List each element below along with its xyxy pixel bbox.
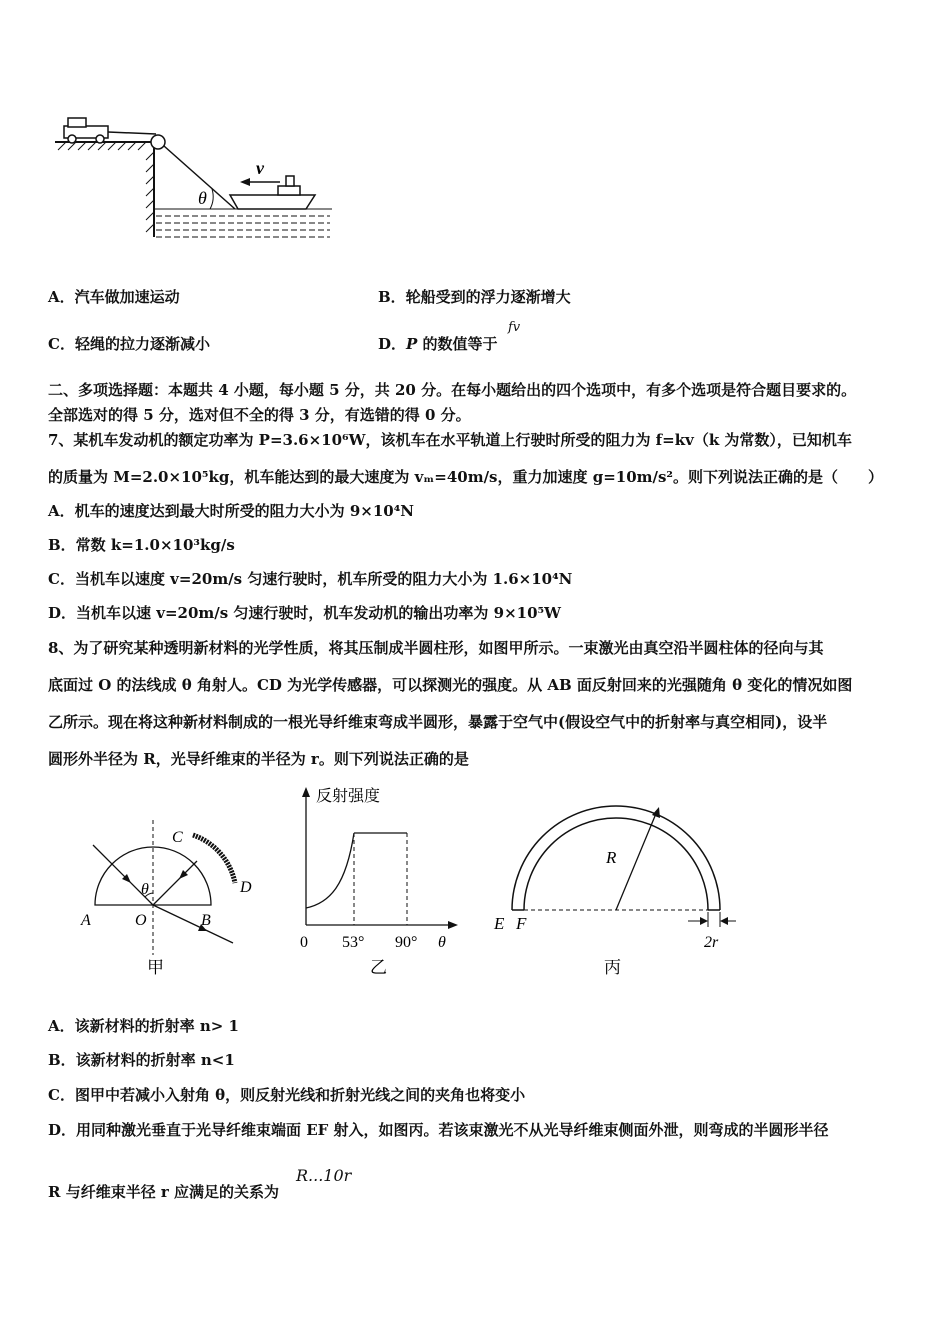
- section2-line2: 全部选对的得 5 分，选对但不全的得 3 分，有选错的得 0 分。: [48, 406, 471, 424]
- yi-caption: 乙: [370, 958, 387, 977]
- jia-label-b: B: [201, 912, 211, 929]
- q8-option-a: A．该新材料的折射率 n> 1: [48, 1017, 239, 1035]
- q6-option-d-var: P: [406, 335, 418, 353]
- bing-label-e: E: [494, 914, 505, 933]
- velocity-label: v: [256, 158, 264, 178]
- q6-option-c: C．轻绳的拉力逐渐减小: [48, 335, 210, 353]
- q6-option-d-formula: fv: [508, 320, 521, 335]
- q7-option-c: C．当机车以速度 v=20m/s 匀速行驶时，机车所受的阻力大小为 1.6×10⁴N: [48, 570, 573, 588]
- q7-stem-line1: 7、某机车发动机的额定功率为 P=3.6×10⁶W，该机车在水平轨道上行驶时所受的阻力为 f=kv（k 为常数），已知机车: [48, 431, 852, 449]
- pulley-icon: [151, 135, 165, 149]
- jia-label-c: C: [172, 829, 183, 846]
- bing-label-2r: 2r: [704, 934, 719, 951]
- q8-stem-line1: 8、为了研究某种透明新材料的光学性质，将其压制成半圆柱形，如图甲所示。一束激光由真空沿半圆柱体的径向与其: [48, 639, 824, 657]
- q6-figure: [50, 112, 340, 252]
- jia-label-o: O: [135, 912, 147, 929]
- car-icon: [64, 118, 108, 143]
- figure-bing: [490, 775, 740, 980]
- q8-option-d-formula: R...10r: [296, 1166, 352, 1185]
- yi-ylabel: 反射强度: [316, 788, 381, 805]
- q8-stem-line3: 乙所示。现在将这种新材料制成的一根光导纤维束弯成半圆形，暴露于空气中(假设空气中的折射率与真空相同)，设半: [48, 713, 828, 731]
- q8-option-d-line2: R 与纤维束半径 r 应满足的关系为: [48, 1183, 280, 1201]
- q8-stem-line2: 底面过 O 的法线成 θ 角射人。CD 为光学传感器，可以探测光的强度。从 AB 面反射回来的光强随角 θ 变化的情况如图: [48, 676, 853, 694]
- jia-caption: 甲: [147, 958, 164, 977]
- jia-label-a: A: [81, 912, 91, 929]
- q7-option-d: D．当机车以速 v=20m/s 匀速行驶时，机车发动机的输出功率为 9×10⁵W: [48, 604, 561, 622]
- q8-option-d-line1: D．用同种激光垂直于光导纤维束端面 EF 射入，如图丙。若该束激光不从光导纤维束侧面外泄，则弯成的半圆形半径: [48, 1121, 829, 1139]
- figure-jia: [75, 815, 270, 980]
- jia-label-d: D: [240, 879, 252, 896]
- q6-option-d-text: 的数值等于: [417, 335, 498, 353]
- q6-option-d: [378, 333, 498, 354]
- q8-option-c: C．图甲中若减小入射角 θ，则反射光线和折射光线之间的夹角也将变小: [48, 1086, 526, 1104]
- jia-theta: θ: [141, 881, 149, 898]
- yi-tick-53: 53°: [342, 934, 365, 951]
- bing-label-f: F: [516, 914, 527, 933]
- q6-option-d-prefix: D．: [378, 335, 407, 353]
- yi-tick-90: 90°: [395, 934, 418, 951]
- q8-option-b: B．该新材料的折射率 n<1: [48, 1051, 235, 1069]
- q6-option-a: A．汽车做加速运动: [48, 288, 180, 306]
- q7-option-a: A．机车的速度达到最大时所受的阻力大小为 9×10⁴N: [48, 502, 415, 520]
- section2-line1: 二、多项选择题：本题共 4 小题，每小题 5 分，共 20 分。在每小题给出的四个选项中，有多个选项是符合题目要求的。: [48, 381, 857, 399]
- theta-label: θ: [198, 188, 207, 208]
- bing-label-r: R: [606, 848, 617, 867]
- bing-caption: 丙: [604, 958, 621, 977]
- q7-stem-line2: 的质量为 M=2.0×10⁵kg，机车能达到的最大速度为 vₘ=40m/s，重力加速度 g=10m/s²。则下列说法正确的是（ ）: [48, 468, 884, 486]
- yi-xlabel: θ: [438, 934, 446, 951]
- q6-option-b: B．轮船受到的浮力逐渐增大: [378, 288, 571, 306]
- yi-origin: 0: [300, 934, 308, 951]
- q7-option-b: B．常数 k=1.0×10³kg/s: [48, 536, 235, 554]
- figure-yi: [292, 785, 462, 980]
- q8-stem-line4: 圆形外半径为 R，光导纤维束的半径为 r。则下列说法正确的是: [48, 750, 469, 768]
